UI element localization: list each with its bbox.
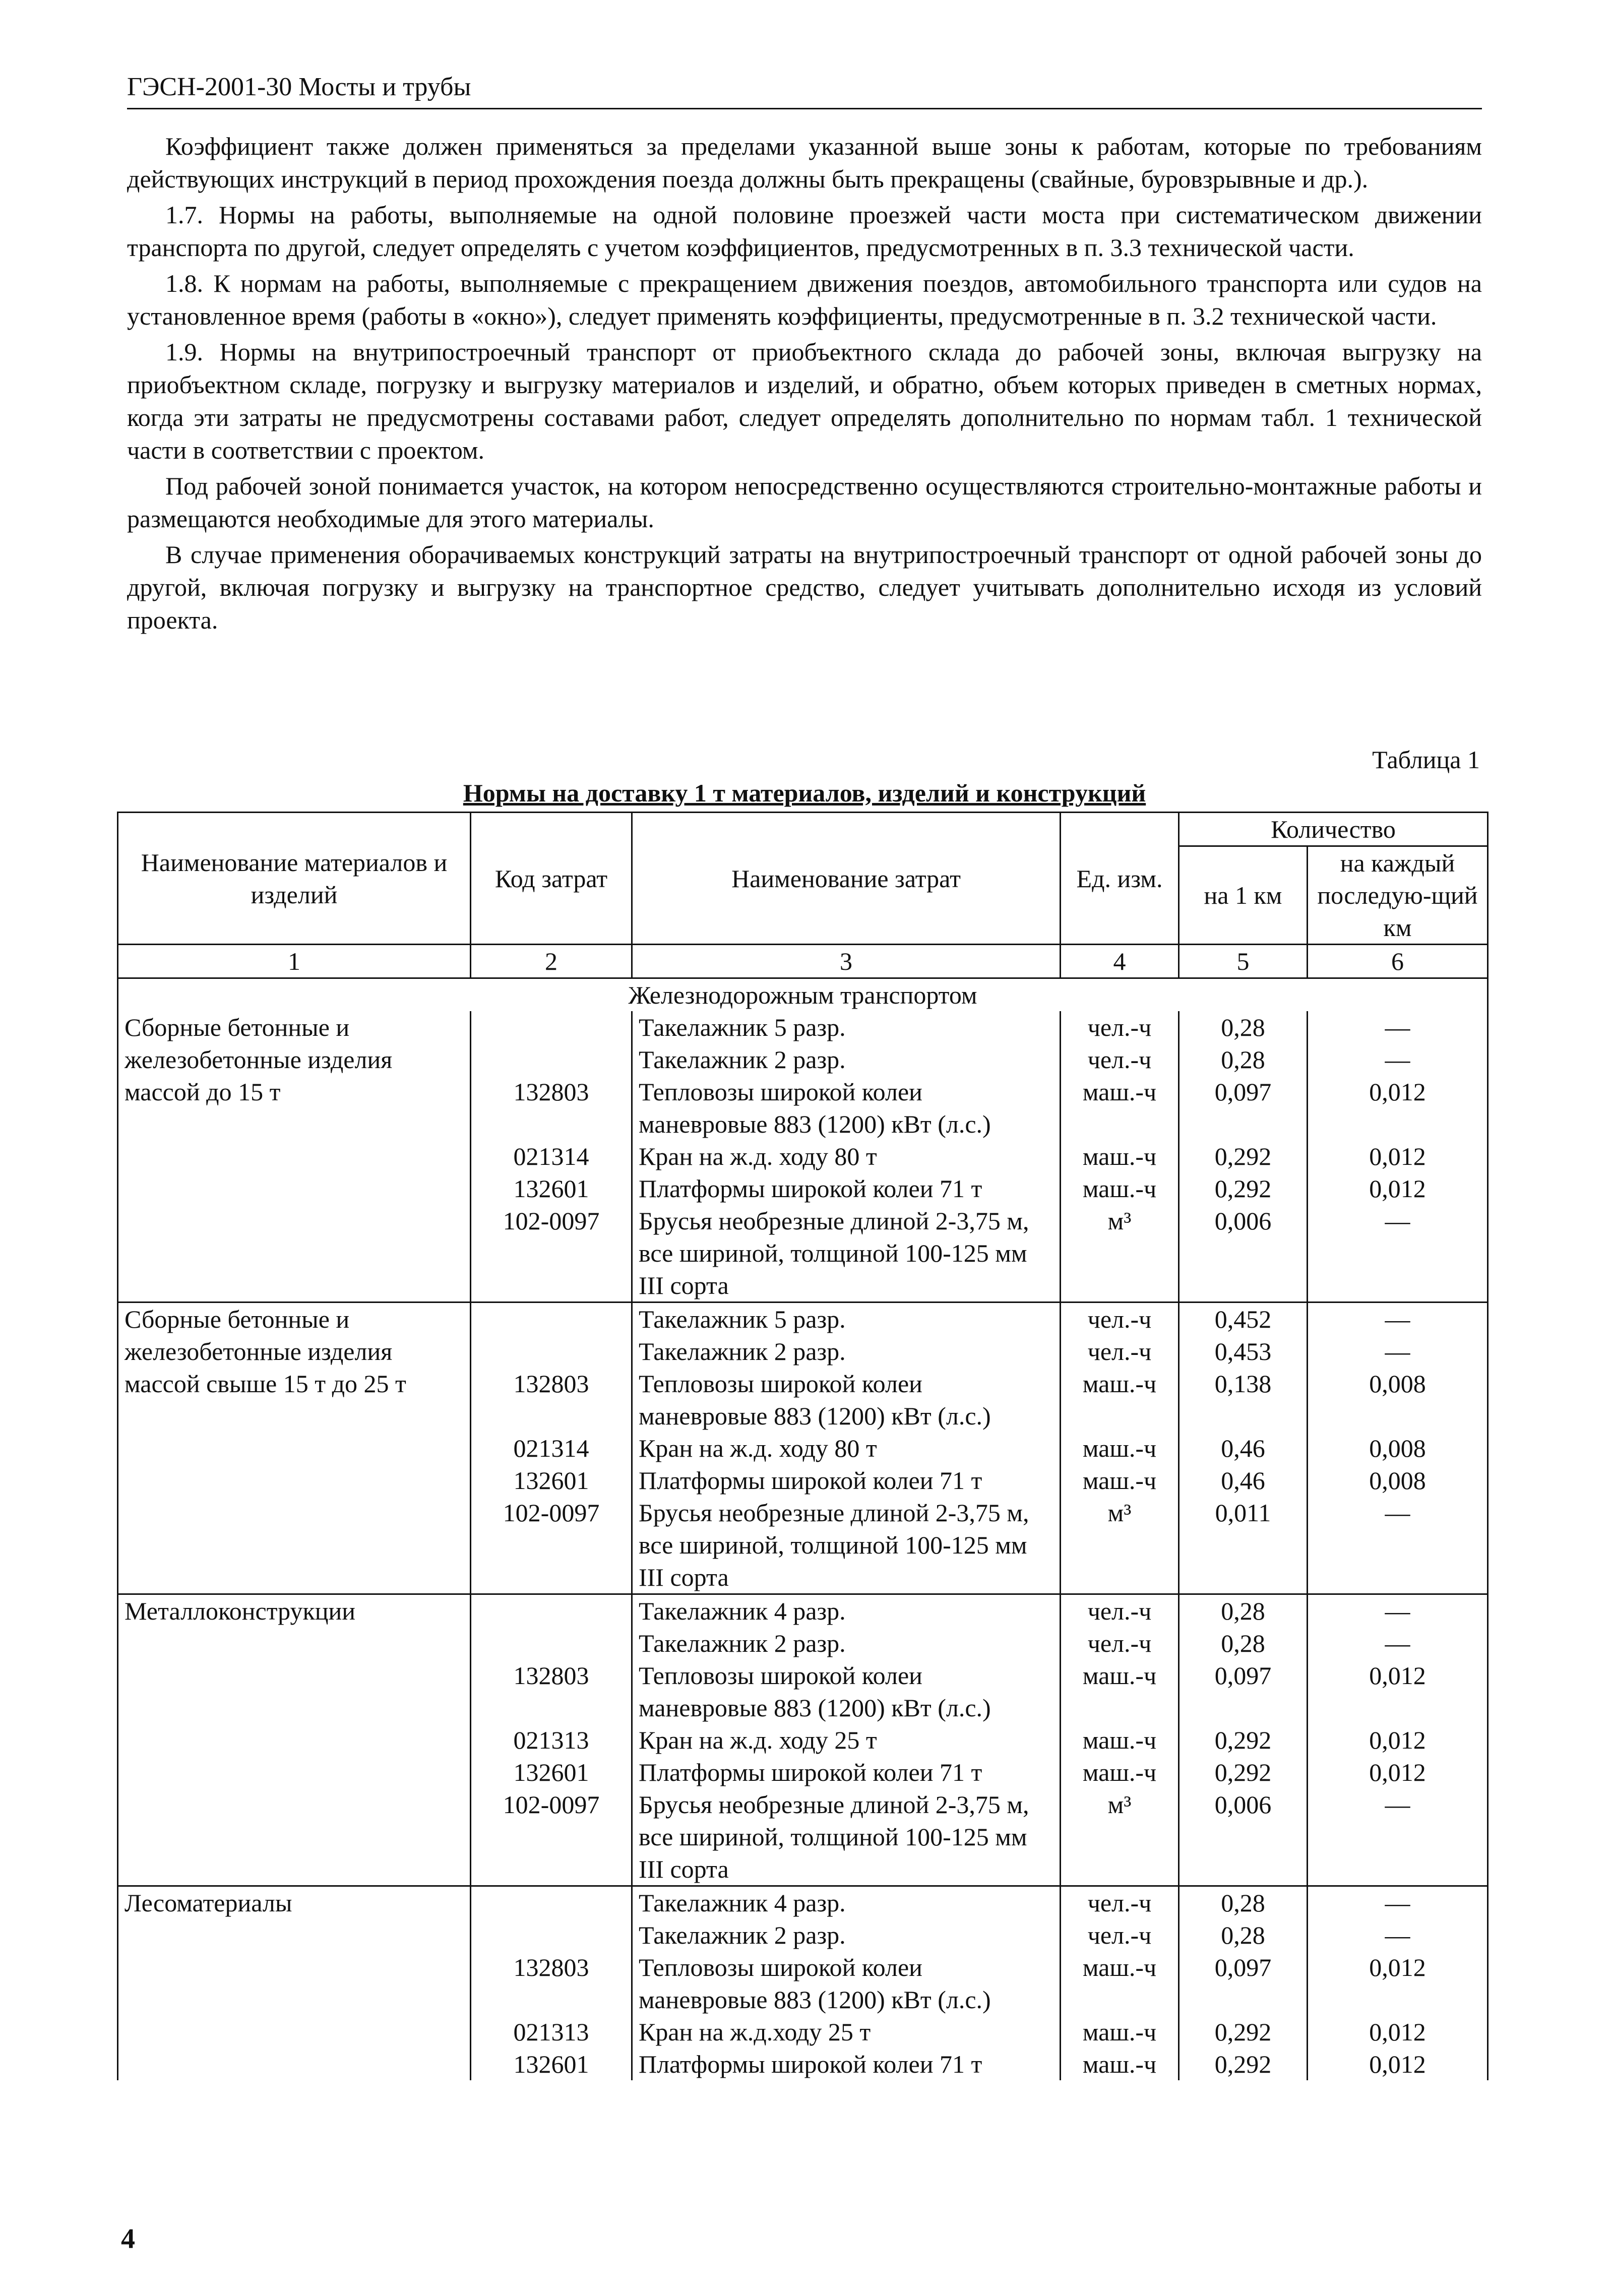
unit-cell: чел.-ч — [1061, 1594, 1179, 1628]
unit-cell: чел.-ч — [1061, 1335, 1179, 1368]
cost-code-cell: 132601 — [471, 2048, 632, 2080]
paragraph: 1.8. К нормам на работы, выполняемые с прекращением движения поездов, автомобильного транспорта или судов на установленное время (работы в «окно»), следует применять коэффициенты, предусмотренные в п. 3.2 технической части. — [127, 269, 1482, 330]
column-number: 4 — [1061, 945, 1179, 978]
qty-per-km-cell: 0,28 — [1179, 1627, 1308, 1659]
cost-name-cell: Такелажник 2 разр. — [632, 1335, 1061, 1368]
cost-code-cell: 132803 — [471, 1951, 632, 2016]
header-quantity: Количество — [1179, 813, 1488, 846]
header-unit: Ед. изм. — [1061, 813, 1179, 945]
unit-cell: маш.-ч — [1061, 1172, 1179, 1205]
table-row — [118, 1302, 1488, 1336]
column-number: 5 — [1179, 945, 1308, 978]
cost-name-cell: Платформы широкой колеи 71 т — [632, 2048, 1061, 2080]
qty-per-km-cell: 0,292 — [1179, 2016, 1308, 2048]
material-name-cell: Сборные бетонные и железобетонные изделия массой до 15 т — [118, 1011, 471, 1302]
qty-next-km-cell: — — [1308, 1043, 1488, 1076]
cost-name-cell: Кран на ж.д. ходу 25 т — [632, 1724, 1061, 1756]
cost-name-cell: Такелажник 4 разр. — [632, 1886, 1061, 1919]
qty-per-km-cell: 0,46 — [1179, 1432, 1308, 1464]
table-row — [118, 1011, 1488, 1043]
table-label: Таблица 1 — [1372, 746, 1480, 774]
table-row — [118, 1594, 1488, 1628]
unit-cell: маш.-ч — [1061, 1076, 1179, 1140]
cost-code-cell: 132601 — [471, 1172, 632, 1205]
qty-next-km-cell: 0,012 — [1308, 1140, 1488, 1172]
unit-cell: чел.-ч — [1061, 1627, 1179, 1659]
cost-code-cell: 102-0097 — [471, 1788, 632, 1886]
cost-code-cell — [471, 1011, 632, 1043]
qty-next-km-cell: — — [1308, 1594, 1488, 1628]
unit-cell: маш.-ч — [1061, 2016, 1179, 2048]
unit-cell: м³ — [1061, 1788, 1179, 1886]
norms-table — [117, 812, 1488, 2080]
cost-code-cell: 021313 — [471, 1724, 632, 1756]
cost-code-cell: 102-0097 — [471, 1205, 632, 1302]
unit-cell: м³ — [1061, 1497, 1179, 1594]
cost-code-cell: 132601 — [471, 1756, 632, 1788]
qty-next-km-cell: 0,008 — [1308, 1432, 1488, 1464]
unit-cell: маш.-ч — [1061, 1756, 1179, 1788]
unit-cell: чел.-ч — [1061, 1043, 1179, 1076]
qty-per-km-cell: 0,006 — [1179, 1788, 1308, 1886]
header-material: Наименование материалов и изделий — [118, 813, 471, 945]
cost-name-cell: Платформы широкой колеи 71 т — [632, 1464, 1061, 1497]
column-number: 2 — [471, 945, 632, 978]
qty-per-km-cell: 0,28 — [1179, 1919, 1308, 1951]
cost-name-cell: Платформы широкой колеи 71 т — [632, 1172, 1061, 1205]
qty-next-km-cell: — — [1308, 1919, 1488, 1951]
unit-cell: маш.-ч — [1061, 1432, 1179, 1464]
qty-per-km-cell: 0,011 — [1179, 1497, 1308, 1594]
qty-next-km-cell: 0,012 — [1308, 2048, 1488, 2080]
header-per-km: на 1 км — [1179, 846, 1308, 945]
qty-next-km-cell: 0,012 — [1308, 1756, 1488, 1788]
cost-name-cell: Такелажник 5 разр. — [632, 1011, 1061, 1043]
qty-per-km-cell: 0,097 — [1179, 1659, 1308, 1724]
qty-per-km-cell: 0,28 — [1179, 1886, 1308, 1919]
qty-next-km-cell: 0,012 — [1308, 1076, 1488, 1140]
qty-next-km-cell: 0,012 — [1308, 2016, 1488, 2048]
qty-next-km-cell: — — [1308, 1205, 1488, 1302]
cost-code-cell: 132601 — [471, 1464, 632, 1497]
unit-cell: маш.-ч — [1061, 1659, 1179, 1724]
unit-cell: чел.-ч — [1061, 1886, 1179, 1919]
qty-per-km-cell: 0,46 — [1179, 1464, 1308, 1497]
qty-next-km-cell: — — [1308, 1335, 1488, 1368]
qty-next-km-cell: 0,008 — [1308, 1368, 1488, 1432]
section-heading: Железнодорожным транспортом — [118, 978, 1488, 1012]
qty-per-km-cell: 0,292 — [1179, 1140, 1308, 1172]
paragraph: Под рабочей зоной понимается участок, на котором непосредственно осуществляются строительно-монтажные работы и размещаются необходимые для этого материалы. — [127, 472, 1482, 533]
cost-code-cell — [471, 1594, 632, 1628]
cost-name-cell: Брусья необрезные длиной 2-3,75 м, все шириной, толщиной 100-125 мм III сорта — [632, 1788, 1061, 1886]
qty-next-km-cell: 0,012 — [1308, 1724, 1488, 1756]
cost-name-cell: Брусья необрезные длиной 2-3,75 м, все шириной, толщиной 100-125 мм III сорта — [632, 1497, 1061, 1594]
cost-name-cell: Такелажник 2 разр. — [632, 1043, 1061, 1076]
cost-name-cell: Кран на ж.д.ходу 25 т — [632, 2016, 1061, 2048]
cost-code-cell: 132803 — [471, 1659, 632, 1724]
cost-code-cell: 021314 — [471, 1140, 632, 1172]
cost-name-cell: Тепловозы широкой колеи маневровые 883 (1200) кВт (л.с.) — [632, 1659, 1061, 1724]
qty-next-km-cell: 0,012 — [1308, 1659, 1488, 1724]
qty-next-km-cell: — — [1308, 1011, 1488, 1043]
cost-name-cell: Тепловозы широкой колеи маневровые 883 (1200) кВт (л.с.) — [632, 1076, 1061, 1140]
qty-per-km-cell: 0,292 — [1179, 1724, 1308, 1756]
qty-per-km-cell: 0,28 — [1179, 1043, 1308, 1076]
cost-code-cell — [471, 1335, 632, 1368]
qty-per-km-cell: 0,097 — [1179, 1951, 1308, 2016]
table-title-text: Нормы на доставку 1 т материалов, изделий и конструкций — [463, 779, 1146, 807]
qty-per-km-cell: 0,452 — [1179, 1302, 1308, 1336]
qty-next-km-cell: — — [1308, 1788, 1488, 1886]
header-cost: Наименование затрат — [632, 813, 1061, 945]
cost-code-cell — [471, 1627, 632, 1659]
cost-name-cell: Такелажник 2 разр. — [632, 1627, 1061, 1659]
header-code: Код затрат — [471, 813, 632, 945]
material-name-cell: Металлоконструкции — [118, 1594, 471, 1886]
cost-name-cell: Кран на ж.д. ходу 80 т — [632, 1140, 1061, 1172]
unit-cell: чел.-ч — [1061, 1919, 1179, 1951]
unit-cell: маш.-ч — [1061, 1724, 1179, 1756]
qty-next-km-cell: — — [1308, 1497, 1488, 1594]
cost-name-cell: Такелажник 5 разр. — [632, 1302, 1061, 1336]
unit-cell: маш.-ч — [1061, 1951, 1179, 2016]
material-name-cell: Сборные бетонные и железобетонные изделия массой свыше 15 т до 25 т — [118, 1302, 471, 1594]
qty-per-km-cell: 0,453 — [1179, 1335, 1308, 1368]
cost-code-cell — [471, 1302, 632, 1336]
cost-code-cell — [471, 1886, 632, 1919]
cost-code-cell: 132803 — [471, 1076, 632, 1140]
cost-name-cell: Брусья необрезные длиной 2-3,75 м, все шириной, толщиной 100-125 мм III сорта — [632, 1205, 1061, 1302]
cost-code-cell: 021314 — [471, 1432, 632, 1464]
column-number: 6 — [1308, 945, 1488, 978]
unit-cell: м³ — [1061, 1205, 1179, 1302]
cost-code-cell — [471, 1919, 632, 1951]
paragraph: 1.7. Нормы на работы, выполняемые на одной половине проезжей части моста при систематическом движении транспорта по другой, следует определять с учетом коэффициентов, предусмотренных в п. 3.3 технической части. — [127, 201, 1482, 262]
unit-cell: маш.-ч — [1061, 1368, 1179, 1432]
qty-next-km-cell: 0,008 — [1308, 1464, 1488, 1497]
qty-next-km-cell: — — [1308, 1886, 1488, 1919]
qty-per-km-cell: 0,292 — [1179, 1756, 1308, 1788]
column-number: 1 — [118, 945, 471, 978]
norms-table-body — [118, 978, 1488, 2081]
cost-code-cell — [471, 1043, 632, 1076]
unit-cell: маш.-ч — [1061, 1464, 1179, 1497]
cost-name-cell: Такелажник 2 разр. — [632, 1919, 1061, 1951]
unit-cell: чел.-ч — [1061, 1011, 1179, 1043]
qty-per-km-cell: 0,138 — [1179, 1368, 1308, 1432]
qty-next-km-cell: — — [1308, 1302, 1488, 1336]
qty-next-km-cell: 0,012 — [1308, 1951, 1488, 2016]
table-row — [118, 1886, 1488, 1919]
body-text — [127, 130, 1482, 640]
paragraph: 1.9. Нормы на внутрипостроечный транспорт от приобъектного склада до рабочей зоны, включая выгрузку на приобъектном складе, погрузку и выгрузку материалов и изделий, и обратно, объем которых приведен в сметных нормах, когда эти затраты не предусмотрены составами работ, следует определять дополнительно по нормам табл. 1 технической части в соответствии с проектом. — [127, 338, 1482, 464]
unit-cell: чел.-ч — [1061, 1302, 1179, 1336]
qty-per-km-cell: 0,28 — [1179, 1594, 1308, 1628]
cost-name-cell: Тепловозы широкой колеи маневровые 883 (1200) кВт (л.с.) — [632, 1368, 1061, 1432]
qty-next-km-cell: 0,012 — [1308, 1172, 1488, 1205]
unit-cell: маш.-ч — [1061, 2048, 1179, 2080]
qty-per-km-cell: 0,28 — [1179, 1011, 1308, 1043]
qty-next-km-cell: — — [1308, 1627, 1488, 1659]
qty-per-km-cell: 0,006 — [1179, 1205, 1308, 1302]
cost-name-cell: Платформы широкой колеи 71 т — [632, 1756, 1061, 1788]
cost-code-cell: 021313 — [471, 2016, 632, 2048]
qty-per-km-cell: 0,292 — [1179, 1172, 1308, 1205]
qty-per-km-cell: 0,292 — [1179, 2048, 1308, 2080]
table-title — [127, 776, 1482, 810]
cost-name-cell: Такелажник 4 разр. — [632, 1594, 1061, 1628]
unit-cell: маш.-ч — [1061, 1140, 1179, 1172]
header-each-next-km: на каждый последую-щий км — [1308, 846, 1488, 945]
cost-name-cell: Тепловозы широкой колеи маневровые 883 (1200) кВт (л.с.) — [632, 1951, 1061, 2016]
paragraph: Коэффициент также должен применяться за пределами указанной выше зоны к работам, которые по требованиям действующих инструкций в период прохождения поезда должны быть прекращены (свайные, буровзрывные и др.). — [127, 132, 1482, 193]
paragraph: В случае применения оборачиваемых конструкций затраты на внутрипостроечный транспорт от одной рабочей зоны до другой, включая погрузку и выгрузку на транспортное средство, следует учитывать дополнительно исходя из условий проекта. — [127, 540, 1482, 634]
material-name-cell: Лесоматериалы — [118, 1886, 471, 2081]
cost-code-cell: 132803 — [471, 1368, 632, 1432]
qty-per-km-cell: 0,097 — [1179, 1076, 1308, 1140]
column-number: 3 — [632, 945, 1061, 978]
running-header: ГЭСН-2001-30 Мосты и трубы — [127, 70, 1482, 109]
page-number: 4 — [121, 2223, 135, 2255]
cost-code-cell: 102-0097 — [471, 1497, 632, 1594]
cost-name-cell: Кран на ж.д. ходу 80 т — [632, 1432, 1061, 1464]
